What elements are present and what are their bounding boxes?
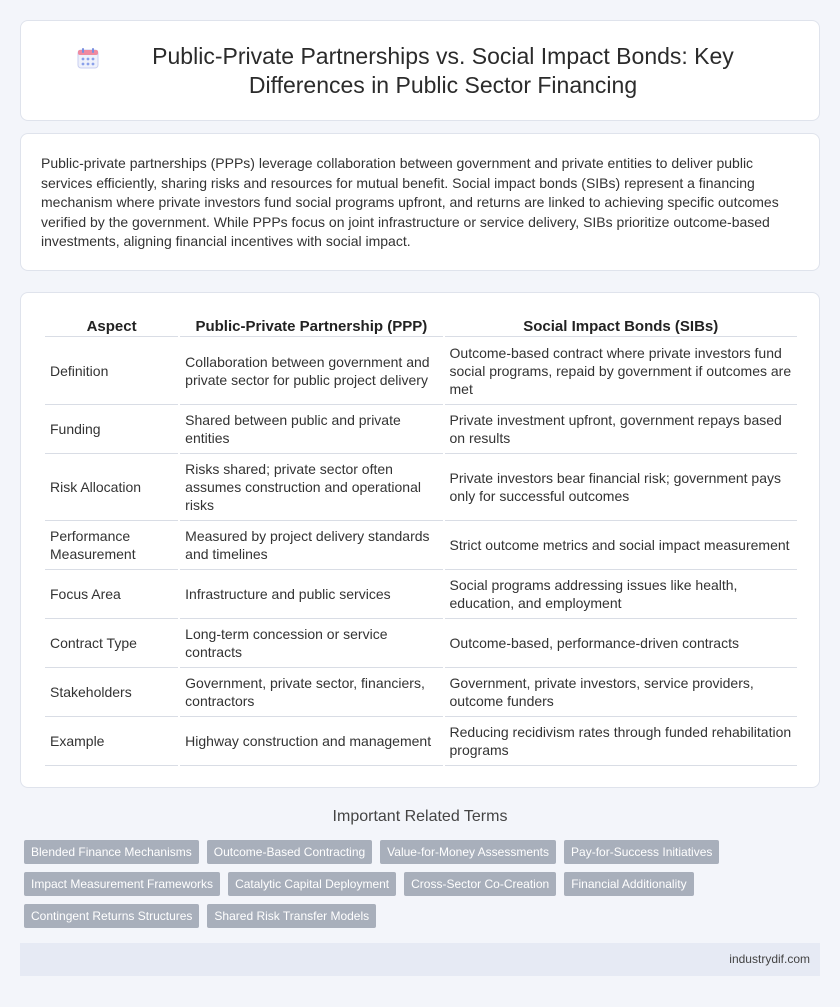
related-term-tag[interactable]: Pay-for-Success Initiatives [564, 840, 719, 864]
comparison-table [43, 309, 799, 766]
cell-sib: Outcome-based, performance-driven contracts [445, 619, 797, 668]
cell-sib: Private investors bear financial risk; government pays only for successful outcomes [445, 454, 797, 521]
cell-ppp: Long-term concession or service contracts [180, 619, 442, 668]
table-row [45, 619, 797, 668]
cell-sib: Outcome-based contract where private investors fund social programs, repaid by government if outcomes are met [445, 337, 797, 405]
footer-site-link[interactable]: industrydif.com [729, 952, 810, 966]
related-terms-tags [24, 840, 824, 928]
comparison-table-card [20, 292, 820, 788]
related-term-tag[interactable]: Cross-Sector Co-Creation [404, 872, 556, 896]
related-term-tag[interactable]: Shared Risk Transfer Models [207, 904, 376, 928]
cell-ppp: Measured by project delivery standards and timelines [180, 521, 442, 570]
related-term-tag[interactable]: Value-for-Money Assessments [380, 840, 556, 864]
table-row [45, 337, 797, 405]
header-aspect: Aspect [45, 309, 178, 337]
cell-ppp: Highway construction and management [180, 717, 442, 766]
cell-sib: Government, private investors, service providers, outcome funders [445, 668, 797, 717]
cell-aspect: Performance Measurement [45, 521, 178, 570]
cell-sib: Private investment upfront, government repays based on results [445, 405, 797, 454]
cell-aspect: Example [45, 717, 178, 766]
related-term-tag[interactable]: Outcome-Based Contracting [207, 840, 372, 864]
cell-ppp: Collaboration between government and private sector for public project delivery [180, 337, 442, 405]
header-sib: Social Impact Bonds (SIBs) [445, 309, 797, 337]
cell-aspect: Contract Type [45, 619, 178, 668]
title-wrap [77, 42, 763, 100]
intro-paragraph: Public-private partnerships (PPPs) leverage collaboration between government and private entities to deliver public services efficiently, sharing risks and resources for mutual benefit. Social impact bonds (SIBs) represent a financing mechanism where private investors fund social programs upfront, and returns are linked to achieving specific outcomes verified by the government. While PPPs focus on joint infrastructure or service delivery, SIBs prioritize outcome-based investments, aligning financial incentives with social impact. [41, 155, 779, 249]
cell-ppp: Shared between public and private entities [180, 405, 442, 454]
cell-ppp: Infrastructure and public services [180, 570, 442, 619]
calendar-icon [77, 47, 99, 69]
page-title: Public-Private Partnerships vs. Social Impact Bonds: Key Differences in Public Sector Financing [152, 42, 734, 98]
cell-aspect: Definition [45, 337, 178, 405]
cell-aspect: Focus Area [45, 570, 178, 619]
related-term-tag[interactable]: Impact Measurement Frameworks [24, 872, 220, 896]
table-row [45, 668, 797, 717]
footer [20, 943, 820, 976]
table-row [45, 570, 797, 619]
title-card [20, 20, 820, 121]
header-ppp: Public-Private Partnership (PPP) [180, 309, 442, 337]
cell-ppp: Risks shared; private sector often assumes construction and operational risks [180, 454, 442, 521]
cell-sib: Reducing recidivism rates through funded rehabilitation programs [445, 717, 797, 766]
table-row [45, 454, 797, 521]
intro-card [20, 133, 820, 271]
table-row [45, 521, 797, 570]
cell-sib: Social programs addressing issues like health, education, and employment [445, 570, 797, 619]
table-row [45, 717, 797, 766]
related-term-tag[interactable]: Blended Finance Mechanisms [24, 840, 199, 864]
table-header-row [45, 309, 797, 337]
cell-aspect: Funding [45, 405, 178, 454]
cell-aspect: Risk Allocation [45, 454, 178, 521]
related-term-tag[interactable]: Catalytic Capital Deployment [228, 872, 396, 896]
table-row [45, 405, 797, 454]
related-term-tag[interactable]: Financial Additionality [564, 872, 693, 896]
cell-aspect: Stakeholders [45, 668, 178, 717]
related-term-tag[interactable]: Contingent Returns Structures [24, 904, 199, 928]
cell-ppp: Government, private sector, financiers, contractors [180, 668, 442, 717]
cell-sib: Strict outcome metrics and social impact measurement [445, 521, 797, 570]
related-terms-title: Important Related Terms [332, 808, 508, 825]
